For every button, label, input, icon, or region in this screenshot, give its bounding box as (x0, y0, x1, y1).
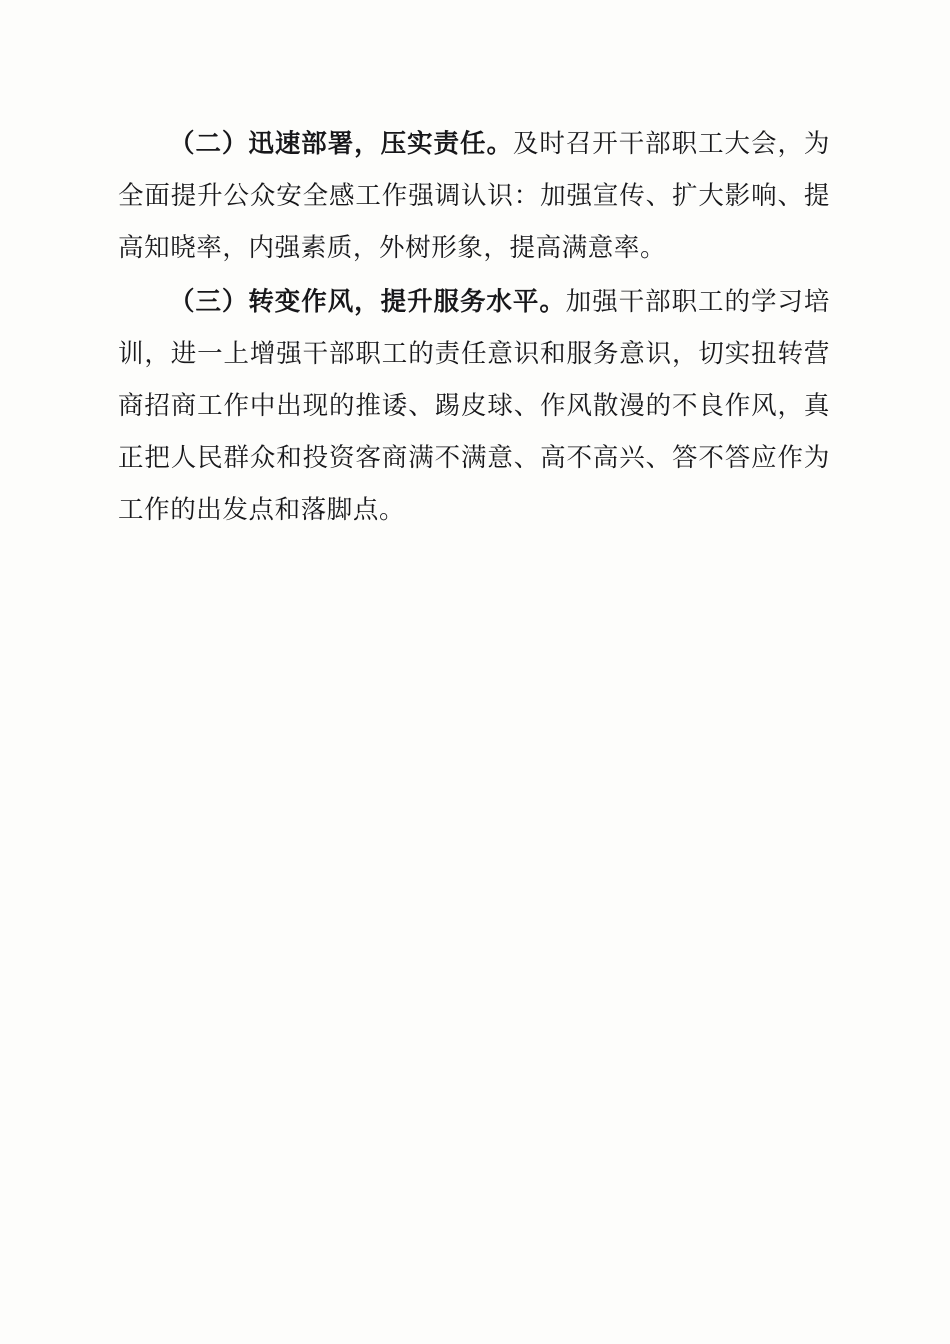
paragraph-text-section-three: 加强干部职工的学习培训，进一上增强干部职工的责任意识和服务意识，切实扭转营商招商工作中出现的推诿、踢皮球、作风散漫的不良作风，真正把人民群众和投资客商满不满意、高不高兴、答不答应作为工作的出发点和落脚点。 (118, 287, 830, 525)
paragraph-section-three (118, 276, 830, 536)
paragraph-lead-section-two: （二）迅速部署，压实责任。 (169, 129, 513, 159)
paragraph-lead-section-three: （三）转变作风，提升服务水平。 (169, 287, 566, 317)
document-body (118, 118, 830, 536)
paragraph-text-section-two: 及时召开干部职工大会，为全面提升公众安全感工作强调认识：加强宣传、扩大影响、提高知晓率，内强素质，外树形象，提高满意率。 (118, 129, 830, 263)
paragraph-section-two (118, 118, 830, 274)
